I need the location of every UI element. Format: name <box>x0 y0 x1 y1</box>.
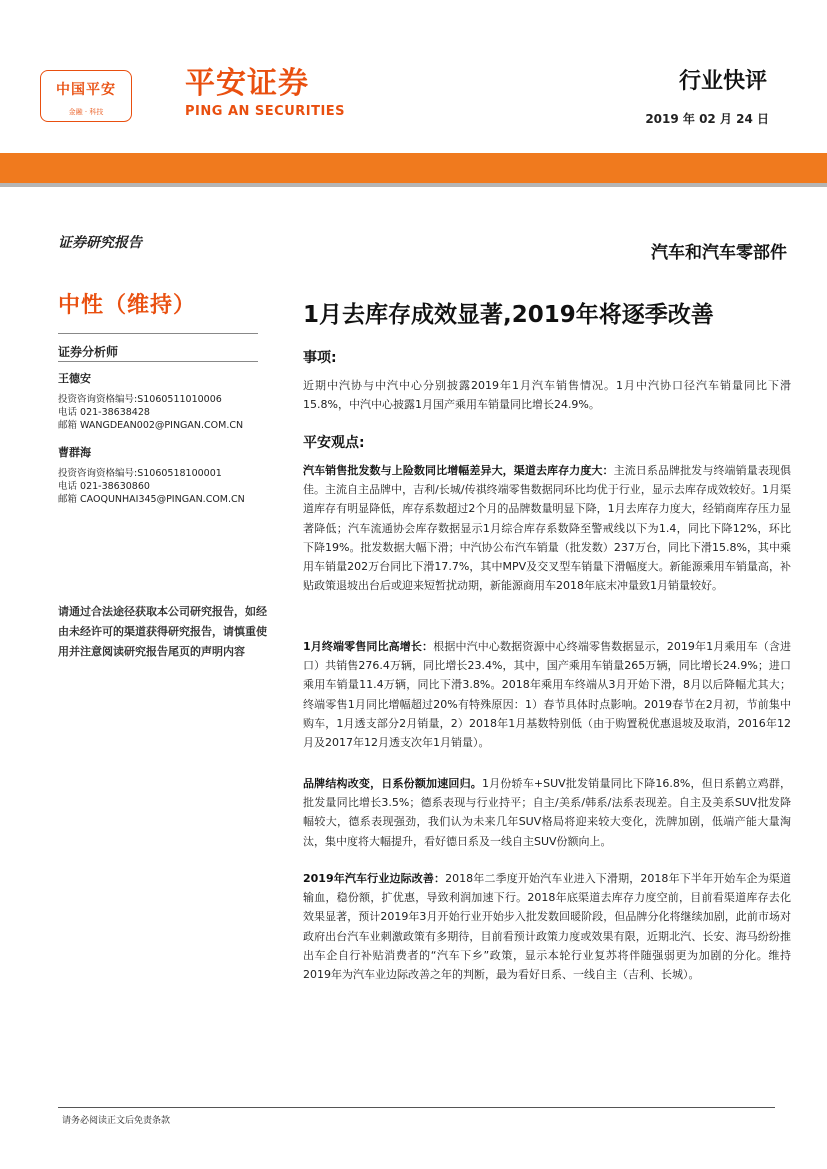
analyst-license: 投资咨询资格编号:S1060518100001 <box>58 468 222 479</box>
view-paragraph <box>303 869 791 984</box>
group-logo-tagline: 金融 · 科技 <box>68 108 104 116</box>
analyst-card <box>58 446 268 506</box>
view-paragraph <box>303 774 791 851</box>
ping-an-securities-logo <box>185 66 355 119</box>
analyst-phone: 电话 021-38630860 <box>58 481 150 492</box>
events-paragraph: 近期中汽协与中汽中心分别披露2019年1月汽车销售情况。1月中汽协口径汽车销量同比下滑15.8%，中汽中心披露1月国产乘用车销量同比增长24.9%。 <box>303 379 791 412</box>
view-paragraph <box>303 461 791 595</box>
paragraph-body: 主流日系品牌批发与终端销量表现俱佳。主流自主品牌中，吉利/长城/传祺终端零售数据同环比均优于行业，显示去库存成效较好。1月渠道库存有明显降低，库存系数超过2个月的品牌数量明显下降，1月去库存力度大，经销商库存压力显著降低；汽车流通协会库存数据显示1月综合库存系数降至警戒线以下为1.4，同比下降12%，环比下降19%。批发数据大幅下滑；中汽协公布汽车销量（批发数）237万台，同比下滑15.8%，其中乘用车销量202万台同比下滑17.7%，其中MPV及交叉型车销量下滑幅度大。新能源乘用车销量高，补贴政策退坡出台后或迎来短暂扰动期，新能源商用车2018年底末冲量致1月销量较好。 <box>303 464 792 593</box>
analyst-card <box>58 372 268 432</box>
section-title-views: 平安观点: <box>303 435 365 451</box>
footer-disclaimer: 请务必阅读正文后免责条款 <box>62 1116 171 1126</box>
analyst-name: 王德安 <box>58 372 91 385</box>
footer-divider <box>58 1107 775 1108</box>
report-headline: 1月去库存成效显著,2019年将逐季改善 <box>303 302 714 328</box>
securities-name-cn: 平安证券 <box>185 66 309 101</box>
paragraph-lead: 1月终端零售同比高增长： <box>303 640 434 653</box>
analyst-section-title: 证券分析师 <box>58 345 119 359</box>
header-orange-band <box>0 153 827 183</box>
paragraph-body: 2018年二季度开始汽车业进入下滑期，2018年下半年开始车企为渠道输血，稳份额，扩优惠，导致利润加速下行。2018年底渠道去库存力度空前，目前看渠道库存去化效果显著，预计2019年3月开始行业开始步入批发数回暖阶段，但品牌分化将继续加剧，此前市场对政府出台汽车业刺激政策有多期待，目前看预计政策力度或效果有限，近期北汽、长安、海马纷纷推出车企自行补贴消费者的“汽车下乡”政策，显示本轮行业复苏将伴随强弱更为加剧的分化。维持2019年为汽车业边际改善之年的判断，最为看好日系、一线自主（吉利、长城）。 <box>303 872 791 982</box>
securities-name-en: PING AN SECURITIES <box>185 104 346 119</box>
industry-name: 汽车和汽车零部件 <box>651 243 787 263</box>
analyst-name: 曹群海 <box>58 446 91 459</box>
report-category-heading: 证券研究报告 <box>58 235 142 251</box>
divider <box>58 333 258 334</box>
report-type: 行业快评 <box>678 69 767 94</box>
access-disclaimer: 请通过合法途径获取本公司研究报告，如经由未经许可的渠道获得研究报告，请慎重使用并注意阅读研究报告尾页的声明内容 <box>58 605 267 658</box>
report-date: 2019 年 02 月 24 日 <box>645 112 769 126</box>
ping-an-group-logo <box>40 70 132 122</box>
paragraph-lead: 品牌结构改变，日系份额加速回归。 <box>303 777 482 790</box>
analyst-email: 邮箱 WANGDEAN002@PINGAN.COM.CN <box>58 420 244 431</box>
view-paragraph <box>303 637 791 752</box>
analyst-phone: 电话 021-38638428 <box>58 407 150 418</box>
header-gray-divider <box>0 183 827 187</box>
analyst-email: 邮箱 CAOQUNHAI345@PINGAN.COM.CN <box>58 494 245 505</box>
analyst-license: 投资咨询资格编号:S1060511010006 <box>58 394 222 405</box>
paragraph-body: 根据中汽中心数据资源中心终端零售数据显示，2019年1月乘用车（含进口）共销售276.4万辆，同比增长23.4%，其中，国产乘用车销量265万辆，同比增长24.9%；进口乘用车销量11.4万辆，同比下滑3.8%。2018年乘用车终端从3月开始下滑，8月以后降幅尤其大；终端零售1月同比增幅超过20%有特殊原因：1）春节具体时点影响。2019春节在2月初，节前集中购车，1月透支部分2月销量，2）2018年1月基数特别低（由于购置税优惠退坡及取消，2016年12月及2017年12月透支次年1月销量）。 <box>303 640 791 750</box>
divider <box>58 361 258 362</box>
section-title-events: 事项: <box>303 350 337 366</box>
investment-rating: 中性（维持） <box>58 293 197 318</box>
paragraph-lead: 2019年汽车行业边际改善： <box>303 872 446 885</box>
paragraph-body: 1月份轿车+SUV批发销量同比下降16.8%，但日系鹤立鸡群，批发量同比增长3.5%；德系表现与行业持平；自主/美系/韩系/法系表现差。自主及美系SUV批发降幅较大，德系表现强劲，我们认为未来几年SUV格局将迎来较大变化，洗牌加剧，低端产能大量淘汰，集中度将大幅提升，看好德日系及一线自主SUV份额向上。 <box>303 777 792 848</box>
group-logo-name: 中国平安 <box>56 82 116 98</box>
paragraph-lead: 汽车销售批发数与上险数同比增幅差异大，渠道去库存力度大： <box>303 464 614 477</box>
